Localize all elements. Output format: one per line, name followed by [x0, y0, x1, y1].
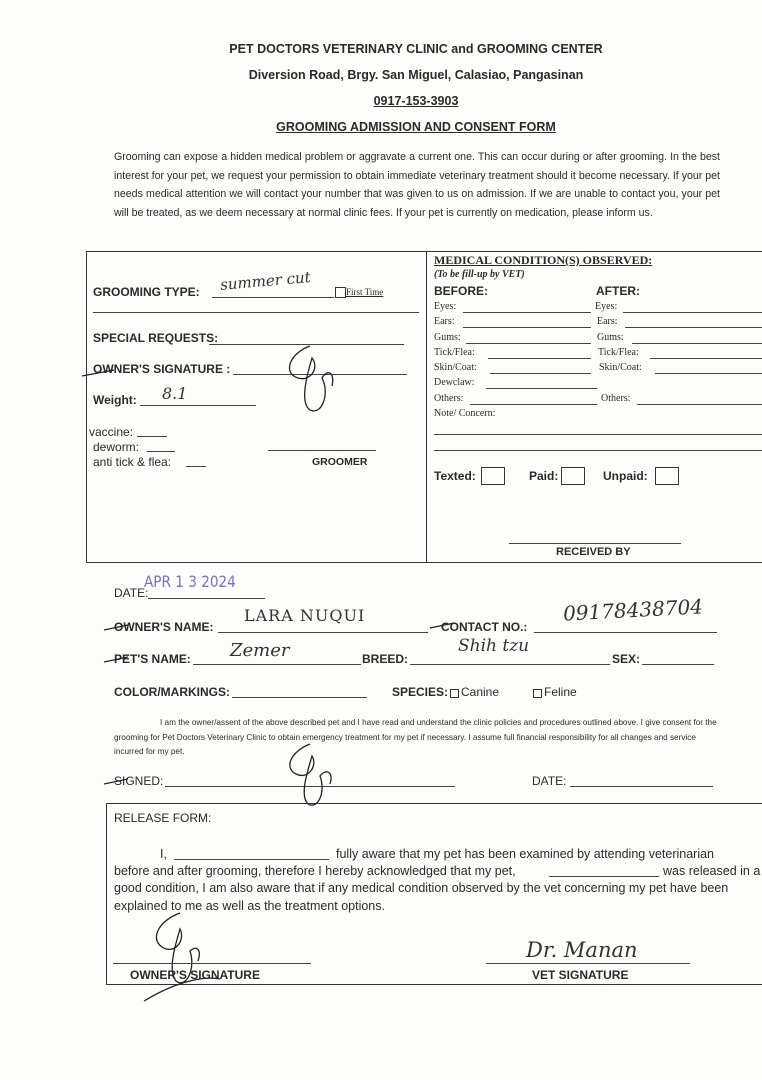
groomer-label: GROOMER: [312, 456, 368, 468]
weight-label: Weight:: [93, 393, 137, 407]
pet-name-label: PET'S NAME:: [114, 652, 191, 666]
signed-label: SIGNED:: [114, 774, 164, 788]
owner-name-label: OWNER'S NAME:: [114, 620, 214, 634]
date-stamp: APR 1 3 2024: [144, 572, 236, 591]
release-line4: explained to me as well as the treatment options.: [114, 899, 385, 913]
after-skin: Skin/Coat:: [599, 362, 642, 373]
pet-name-value[interactable]: Zemer: [230, 640, 290, 661]
received-by-label: RECEIVED BY: [556, 546, 631, 558]
antitick-label: anti tick & flea:: [93, 455, 172, 469]
strike-mark: [102, 622, 132, 632]
paid-label: Paid:: [529, 469, 559, 483]
after-ears: Ears:: [597, 316, 618, 327]
before-dewclaw: Dewclaw:: [434, 377, 475, 388]
vet-signature-handwriting: Dr. Manan: [526, 938, 638, 962]
box-divider: [426, 251, 427, 562]
strike-mark: [102, 776, 132, 786]
before-ears: Ears:: [434, 316, 455, 327]
owner-signature-caption: OWNER'S SIGNATURE: [130, 968, 260, 982]
release-title: RELEASE FORM:: [114, 811, 212, 825]
owner-signature-label: OWNER'S SIGNATURE :: [93, 362, 231, 376]
release-line2b: was released in a: [663, 864, 761, 878]
first-time-checkbox[interactable]: [335, 287, 346, 298]
intro-paragraph: Grooming can expose a hidden medical problem or aggravate a current one. This can occur during or after grooming. In the best interest for your pet, we request your permission to obtain immediate veterinary treatment should it become necessary. If your pet needs medical attention we will contact your number that was given to us on admission. If we are unable to contact you, your pet will be treated, as we deem necessary at normal clinic fees. If your pet is currently on medication, please inform us.: [114, 151, 720, 219]
canine-checkbox[interactable]: [450, 689, 459, 698]
unpaid-box[interactable]: [655, 467, 679, 485]
feline-label: Feline: [544, 685, 577, 699]
texted-box[interactable]: [481, 467, 505, 485]
before-tick: Tick/Flea:: [434, 347, 475, 358]
before-skin: Skin/Coat:: [434, 362, 477, 373]
consent-text: I am the owner/assent of the above described pet and I have read and understand the clinic policies and procedures outlined above. I give consent for the grooming for Pet Doctors Veterinary Clinic to obtain emergency treatment for my pet if necessary. I assume full financial responsibility for all changes and service incurred for my pet.: [114, 718, 717, 756]
vet-signature-caption: VET SIGNATURE: [532, 968, 629, 982]
owner-signature-1: [280, 338, 350, 418]
feline-checkbox[interactable]: [533, 689, 542, 698]
strike-mark: [428, 620, 458, 630]
contact-label: CONTACT NO.:: [441, 620, 528, 634]
deworm-label: deworm:: [93, 440, 140, 454]
form-title: GROOMING ADMISSION AND CONSENT FORM: [276, 120, 556, 134]
species-label: SPECIES:: [392, 685, 449, 699]
date-label: DATE:: [114, 586, 149, 600]
owner-name-value[interactable]: LARA NUQUI: [244, 606, 366, 625]
unpaid-label: Unpaid:: [603, 469, 648, 483]
clinic-phone: 0917-153-3903: [373, 94, 459, 108]
release-line3: good condition, I am also aware that if any medical condition observed by the vet concerning my pet have been: [114, 881, 729, 895]
contact-value[interactable]: 09178438704: [562, 594, 704, 626]
grooming-type-value[interactable]: summer cut: [219, 268, 312, 294]
date2-label: DATE:: [532, 774, 567, 788]
signed-signature: [280, 738, 350, 813]
weight-value[interactable]: 8.1: [162, 384, 188, 403]
vaccine-label: vaccine:: [89, 425, 134, 439]
release-line1: fully aware that my pet has been examined by attending veterinarian: [336, 847, 715, 861]
after-gums: Gums:: [597, 332, 624, 343]
after-eyes: Eyes:: [595, 301, 618, 312]
note-label: Note/ Concern:: [434, 408, 496, 419]
special-requests-label: SPECIAL REQUESTS:: [93, 331, 219, 345]
before-eyes: Eyes:: [434, 301, 457, 312]
medical-title: MEDICAL CONDITION(S) OBSERVED:: [434, 253, 653, 267]
release-i: I,: [160, 847, 167, 861]
after-others: Others:: [601, 393, 631, 404]
strike-mark: [102, 654, 132, 664]
owner-release-signature: [140, 905, 230, 1005]
texted-label: Texted:: [434, 469, 476, 483]
color-label: COLOR/MARKINGS:: [114, 685, 230, 699]
canine-label: Canine: [461, 685, 500, 699]
grooming-type-label: GROOMING TYPE:: [93, 285, 200, 299]
breed-label: BREED:: [362, 652, 409, 666]
after-heading: AFTER:: [596, 284, 640, 298]
release-line2a: before and after grooming, therefore I hereby acknowledged that my pet,: [114, 864, 516, 878]
first-time-label: First Time: [346, 287, 384, 297]
clinic-name: PET DOCTORS VETERINARY CLINIC and GROOMING CENTER: [229, 42, 603, 56]
after-tick: Tick/Flea:: [598, 347, 639, 358]
medical-subtitle: (To be fill-up by VET): [434, 269, 525, 280]
before-heading: BEFORE:: [434, 284, 488, 298]
breed-value[interactable]: Shih tzu: [458, 636, 530, 656]
paid-box[interactable]: [561, 467, 585, 485]
before-gums: Gums:: [434, 332, 461, 343]
clinic-address: Diversion Road, Brgy. San Miguel, Calasiao, Pangasinan: [248, 68, 584, 82]
strike-mark: [80, 368, 120, 378]
before-others: Others:: [434, 393, 464, 404]
sex-label: SEX:: [612, 652, 641, 666]
